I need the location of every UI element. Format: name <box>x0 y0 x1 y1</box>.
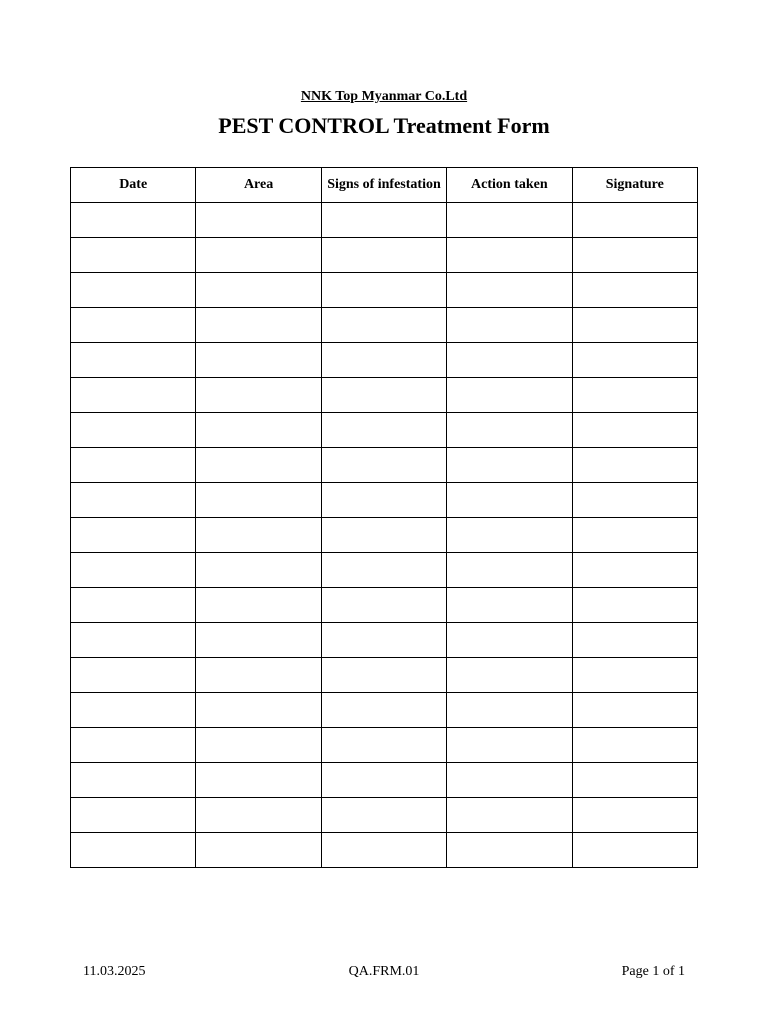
cell-signature[interactable] <box>572 238 697 273</box>
cell-date[interactable] <box>71 588 196 623</box>
cell-signature[interactable] <box>572 553 697 588</box>
cell-signs-of-infestation[interactable] <box>321 343 446 378</box>
cell-action-taken[interactable] <box>447 763 572 798</box>
cell-signature[interactable] <box>572 693 697 728</box>
cell-signs-of-infestation[interactable] <box>321 203 446 238</box>
cell-signature[interactable] <box>572 343 697 378</box>
cell-signs-of-infestation[interactable] <box>321 623 446 658</box>
cell-action-taken[interactable] <box>447 378 572 413</box>
cell-area[interactable] <box>196 273 321 308</box>
cell-action-taken[interactable] <box>447 483 572 518</box>
cell-action-taken[interactable] <box>447 658 572 693</box>
cell-signature[interactable] <box>572 308 697 343</box>
cell-action-taken[interactable] <box>447 623 572 658</box>
table-row <box>71 483 698 518</box>
table-header-row <box>71 168 698 203</box>
footer-page-number: Page 1 of 1 <box>621 964 685 979</box>
cell-signs-of-infestation[interactable] <box>321 518 446 553</box>
cell-action-taken[interactable] <box>447 833 572 868</box>
cell-area[interactable] <box>196 693 321 728</box>
cell-signature[interactable] <box>572 833 697 868</box>
cell-signs-of-infestation[interactable] <box>321 483 446 518</box>
cell-signature[interactable] <box>572 518 697 553</box>
cell-action-taken[interactable] <box>447 798 572 833</box>
cell-date[interactable] <box>71 378 196 413</box>
cell-date[interactable] <box>71 658 196 693</box>
cell-date[interactable] <box>71 343 196 378</box>
cell-signs-of-infestation[interactable] <box>321 413 446 448</box>
cell-date[interactable] <box>71 518 196 553</box>
cell-signature[interactable] <box>572 413 697 448</box>
cell-action-taken[interactable] <box>447 588 572 623</box>
cell-area[interactable] <box>196 483 321 518</box>
cell-date[interactable] <box>71 623 196 658</box>
cell-signature[interactable] <box>572 273 697 308</box>
cell-date[interactable] <box>71 553 196 588</box>
footer-date: 11.03.2025 <box>83 964 146 979</box>
cell-signs-of-infestation[interactable] <box>321 693 446 728</box>
table-row <box>71 238 698 273</box>
table-row <box>71 693 698 728</box>
cell-area[interactable] <box>196 203 321 238</box>
cell-action-taken[interactable] <box>447 343 572 378</box>
table-row <box>71 518 698 553</box>
cell-signature[interactable] <box>572 798 697 833</box>
table-row <box>71 763 698 798</box>
cell-area[interactable] <box>196 763 321 798</box>
cell-area[interactable] <box>196 798 321 833</box>
cell-action-taken[interactable] <box>447 518 572 553</box>
cell-area[interactable] <box>196 308 321 343</box>
cell-signs-of-infestation[interactable] <box>321 378 446 413</box>
table-row <box>71 203 698 238</box>
cell-signs-of-infestation[interactable] <box>321 658 446 693</box>
cell-date[interactable] <box>71 763 196 798</box>
cell-signs-of-infestation[interactable] <box>321 308 446 343</box>
cell-signs-of-infestation[interactable] <box>321 238 446 273</box>
column-header-signature: Signature <box>572 168 697 203</box>
footer-form-code: QA.FRM.01 <box>348 964 420 979</box>
cell-signature[interactable] <box>572 203 697 238</box>
cell-signature[interactable] <box>572 378 697 413</box>
cell-date[interactable] <box>71 798 196 833</box>
cell-area[interactable] <box>196 378 321 413</box>
cell-signs-of-infestation[interactable] <box>321 273 446 308</box>
cell-area[interactable] <box>196 343 321 378</box>
table-row <box>71 623 698 658</box>
cell-area[interactable] <box>196 623 321 658</box>
cell-action-taken[interactable] <box>447 728 572 763</box>
cell-action-taken[interactable] <box>447 203 572 238</box>
table-row <box>71 448 698 483</box>
cell-signs-of-infestation[interactable] <box>321 728 446 763</box>
cell-action-taken[interactable] <box>447 238 572 273</box>
cell-signs-of-infestation[interactable] <box>321 553 446 588</box>
column-header-action-taken: Action taken <box>447 168 572 203</box>
cell-area[interactable] <box>196 518 321 553</box>
cell-signature[interactable] <box>572 623 697 658</box>
cell-signs-of-infestation[interactable] <box>321 448 446 483</box>
column-header-signs-of-infestation: Signs of infestation <box>321 168 446 203</box>
cell-signs-of-infestation[interactable] <box>321 763 446 798</box>
column-header-date: Date <box>71 168 196 203</box>
cell-signs-of-infestation[interactable] <box>321 833 446 868</box>
cell-action-taken[interactable] <box>447 273 572 308</box>
cell-signs-of-infestation[interactable] <box>321 588 446 623</box>
cell-date[interactable] <box>71 728 196 763</box>
cell-area[interactable] <box>196 448 321 483</box>
table-body <box>71 203 698 868</box>
cell-date[interactable] <box>71 483 196 518</box>
cell-date[interactable] <box>71 413 196 448</box>
cell-date[interactable] <box>71 308 196 343</box>
cell-action-taken[interactable] <box>447 448 572 483</box>
cell-date[interactable] <box>71 448 196 483</box>
cell-signature[interactable] <box>572 588 697 623</box>
cell-signature[interactable] <box>572 483 697 518</box>
cell-signature[interactable] <box>572 658 697 693</box>
cell-action-taken[interactable] <box>447 308 572 343</box>
company-name: NNK Top Myanmar Co.Ltd <box>300 89 468 104</box>
cell-date[interactable] <box>71 693 196 728</box>
table-row <box>71 308 698 343</box>
cell-area[interactable] <box>196 833 321 868</box>
pest-control-table <box>70 167 698 868</box>
cell-area[interactable] <box>196 658 321 693</box>
cell-area[interactable] <box>196 588 321 623</box>
table-row <box>71 833 698 868</box>
cell-date[interactable] <box>71 273 196 308</box>
cell-date[interactable] <box>71 203 196 238</box>
cell-action-taken[interactable] <box>447 693 572 728</box>
table-row <box>71 413 698 448</box>
table-row <box>71 553 698 588</box>
table-row <box>71 273 698 308</box>
cell-date[interactable] <box>71 833 196 868</box>
cell-action-taken[interactable] <box>447 553 572 588</box>
cell-area[interactable] <box>196 238 321 273</box>
table-row <box>71 343 698 378</box>
table-row <box>71 588 698 623</box>
cell-signs-of-infestation[interactable] <box>321 798 446 833</box>
cell-signature[interactable] <box>572 448 697 483</box>
table-row <box>71 798 698 833</box>
cell-area[interactable] <box>196 413 321 448</box>
table-row <box>71 658 698 693</box>
table-row <box>71 728 698 763</box>
cell-signature[interactable] <box>572 728 697 763</box>
form-title: PEST CONTROL Treatment Form <box>218 113 550 138</box>
cell-area[interactable] <box>196 728 321 763</box>
cell-signature[interactable] <box>572 763 697 798</box>
cell-action-taken[interactable] <box>447 413 572 448</box>
table-row <box>71 378 698 413</box>
cell-date[interactable] <box>71 238 196 273</box>
cell-area[interactable] <box>196 553 321 588</box>
column-header-area: Area <box>196 168 321 203</box>
